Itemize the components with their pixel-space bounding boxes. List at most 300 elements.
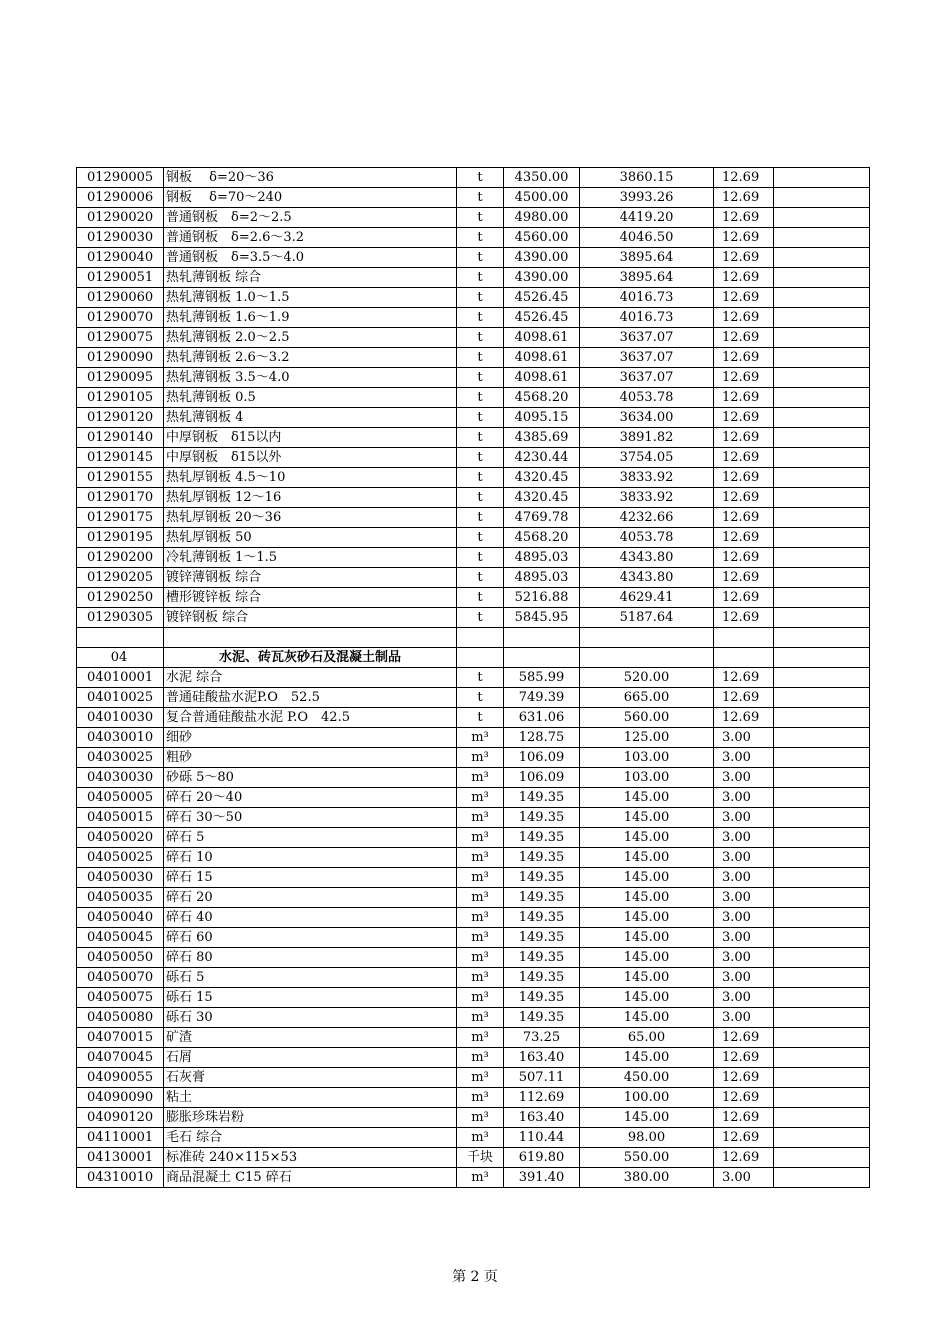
tax-exclusive-price-cell: 145.00 (580, 1048, 714, 1068)
tax-exclusive-price-cell: 3895.64 (580, 248, 714, 268)
note-cell (774, 448, 870, 468)
unit-cell: m³ (457, 768, 504, 788)
unit-cell: t (457, 448, 504, 468)
tax-inclusive-price-cell: 507.11 (504, 1068, 580, 1088)
unit-cell (457, 628, 504, 648)
material-name-cell: 毛石 综合 (164, 1128, 457, 1148)
material-name-cell: 热轧薄钢板 2.6～3.2 (164, 348, 457, 368)
section-header-row (77, 648, 870, 668)
tax-inclusive-price-cell: 4390.00 (504, 268, 580, 288)
tax-exclusive-price-cell: 3637.07 (580, 368, 714, 388)
tax-inclusive-price-cell: 4769.78 (504, 508, 580, 528)
material-name-cell: 热轧厚钢板 50 (164, 528, 457, 548)
tax-inclusive-price-cell: 149.35 (504, 868, 580, 888)
table-row (77, 348, 870, 368)
unit-cell: t (457, 708, 504, 728)
unit-cell: m³ (457, 1088, 504, 1108)
tax-inclusive-price-cell: 149.35 (504, 1008, 580, 1028)
material-code-cell: 04070015 (77, 1028, 164, 1048)
unit-cell: m³ (457, 808, 504, 828)
material-name-cell: 碎石 5 (164, 828, 457, 848)
material-name-cell: 中厚钢板 δ15以外 (164, 448, 457, 468)
unit-cell: t (457, 348, 504, 368)
material-code-cell: 01290030 (77, 228, 164, 248)
note-cell (774, 928, 870, 948)
table-row (77, 1148, 870, 1168)
tax-inclusive-price-cell: 112.69 (504, 1088, 580, 1108)
tax-inclusive-price-cell (504, 628, 580, 648)
tax-inclusive-price-cell: 4385.69 (504, 428, 580, 448)
tax-exclusive-price-cell: 550.00 (580, 1148, 714, 1168)
unit-cell: t (457, 248, 504, 268)
tax-exclusive-price-cell: 145.00 (580, 828, 714, 848)
note-cell (774, 628, 870, 648)
tax-inclusive-price-cell: 4320.45 (504, 488, 580, 508)
tax-exclusive-price-cell: 3634.00 (580, 408, 714, 428)
material-code-cell: 01290090 (77, 348, 164, 368)
tax-inclusive-price-cell: 4098.61 (504, 348, 580, 368)
material-code-cell: 04 (77, 648, 164, 668)
material-code-cell: 01290070 (77, 308, 164, 328)
tax-inclusive-price-cell: 585.99 (504, 668, 580, 688)
tax-exclusive-price-cell: 3833.92 (580, 488, 714, 508)
material-name-cell: 镀锌薄钢板 综合 (164, 568, 457, 588)
unit-cell: t (457, 548, 504, 568)
rate-cell: 12.69 (714, 168, 774, 188)
material-code-cell: 04050020 (77, 828, 164, 848)
tax-inclusive-price-cell: 149.35 (504, 908, 580, 928)
tax-inclusive-price-cell: 149.35 (504, 928, 580, 948)
material-name-cell: 碎石 40 (164, 908, 457, 928)
material-code-cell: 04050070 (77, 968, 164, 988)
note-cell (774, 508, 870, 528)
table-row (77, 268, 870, 288)
tax-inclusive-price-cell: 149.35 (504, 828, 580, 848)
material-name-cell: 矿渣 (164, 1028, 457, 1048)
tax-exclusive-price-cell: 4046.50 (580, 228, 714, 248)
tax-exclusive-price-cell: 98.00 (580, 1128, 714, 1148)
tax-exclusive-price-cell: 4016.73 (580, 308, 714, 328)
tax-inclusive-price-cell: 4526.45 (504, 288, 580, 308)
tax-exclusive-price-cell: 145.00 (580, 948, 714, 968)
note-cell (774, 728, 870, 748)
rate-cell: 12.69 (714, 348, 774, 368)
tax-inclusive-price-cell: 149.35 (504, 968, 580, 988)
note-cell (774, 548, 870, 568)
rate-cell: 12.69 (714, 228, 774, 248)
material-code-cell: 04050045 (77, 928, 164, 948)
unit-cell: m³ (457, 1008, 504, 1028)
table-row (77, 928, 870, 948)
tax-inclusive-price-cell (504, 648, 580, 668)
material-name-cell: 复合普通硅酸盐水泥 P.O 42.5 (164, 708, 457, 728)
table-row (77, 188, 870, 208)
rate-cell: 12.69 (714, 488, 774, 508)
tax-inclusive-price-cell: 4098.61 (504, 368, 580, 388)
material-code-cell: 01290145 (77, 448, 164, 468)
unit-cell (457, 648, 504, 668)
table-row (77, 668, 870, 688)
note-cell (774, 248, 870, 268)
unit-cell: m³ (457, 848, 504, 868)
table-row (77, 528, 870, 548)
rate-cell: 3.00 (714, 888, 774, 908)
tax-inclusive-price-cell: 73.25 (504, 1028, 580, 1048)
tax-inclusive-price-cell: 5216.88 (504, 588, 580, 608)
rate-cell: 12.69 (714, 208, 774, 228)
table-row (77, 688, 870, 708)
table-row (77, 1028, 870, 1048)
rate-cell: 12.69 (714, 428, 774, 448)
rate-cell: 3.00 (714, 808, 774, 828)
material-code-cell: 01290051 (77, 268, 164, 288)
tax-inclusive-price-cell: 4980.00 (504, 208, 580, 228)
unit-cell: t (457, 168, 504, 188)
material-name-cell: 普通钢板 δ=2.6～3.2 (164, 228, 457, 248)
table-row (77, 1008, 870, 1028)
material-code-cell: 04310010 (77, 1168, 164, 1188)
material-code-cell: 04050050 (77, 948, 164, 968)
rate-cell: 12.69 (714, 268, 774, 288)
tax-exclusive-price-cell: 145.00 (580, 1108, 714, 1128)
rate-cell: 3.00 (714, 848, 774, 868)
material-code-cell: 04090055 (77, 1068, 164, 1088)
note-cell (774, 568, 870, 588)
tax-exclusive-price-cell: 3833.92 (580, 468, 714, 488)
table-row (77, 748, 870, 768)
table-row (77, 728, 870, 748)
material-name-cell: 碎石 20～40 (164, 788, 457, 808)
material-name-cell: 水泥、砖瓦灰砂石及混凝土制品 (164, 648, 457, 668)
unit-cell: m³ (457, 888, 504, 908)
unit-cell: t (457, 588, 504, 608)
table-row (77, 808, 870, 828)
table-row (77, 848, 870, 868)
note-cell (774, 408, 870, 428)
table-row (77, 308, 870, 328)
note-cell (774, 308, 870, 328)
material-name-cell: 砾石 5 (164, 968, 457, 988)
note-cell (774, 368, 870, 388)
table-row (77, 588, 870, 608)
rate-cell: 12.69 (714, 288, 774, 308)
tax-inclusive-price-cell: 4560.00 (504, 228, 580, 248)
unit-cell: t (457, 608, 504, 628)
table-row (77, 228, 870, 248)
rate-cell (714, 628, 774, 648)
unit-cell: t (457, 188, 504, 208)
table-row (77, 768, 870, 788)
material-name-cell: 热轧厚钢板 12～16 (164, 488, 457, 508)
material-code-cell: 01290105 (77, 388, 164, 408)
rate-cell: 12.69 (714, 528, 774, 548)
material-name-cell: 热轧薄钢板 3.5～4.0 (164, 368, 457, 388)
tax-exclusive-price-cell (580, 648, 714, 668)
material-code-cell: 04050030 (77, 868, 164, 888)
tax-inclusive-price-cell: 149.35 (504, 808, 580, 828)
tax-exclusive-price-cell: 4232.66 (580, 508, 714, 528)
unit-cell: m³ (457, 908, 504, 928)
unit-cell: m³ (457, 1128, 504, 1148)
material-name-cell: 碎石 10 (164, 848, 457, 868)
material-name-cell: 钢板 δ=70～240 (164, 188, 457, 208)
material-name-cell: 普通钢板 δ=3.5～4.0 (164, 248, 457, 268)
material-name-cell: 膨胀珍珠岩粉 (164, 1108, 457, 1128)
tax-inclusive-price-cell: 149.35 (504, 988, 580, 1008)
tax-inclusive-price-cell: 128.75 (504, 728, 580, 748)
rate-cell: 3.00 (714, 728, 774, 748)
tax-exclusive-price-cell: 4343.80 (580, 548, 714, 568)
tax-inclusive-price-cell: 149.35 (504, 788, 580, 808)
tax-inclusive-price-cell: 749.39 (504, 688, 580, 708)
material-code-cell: 01290305 (77, 608, 164, 628)
tax-inclusive-price-cell: 149.35 (504, 948, 580, 968)
table-row (77, 888, 870, 908)
rate-cell: 3.00 (714, 748, 774, 768)
tax-exclusive-price-cell: 4419.20 (580, 208, 714, 228)
rate-cell: 12.69 (714, 328, 774, 348)
tax-inclusive-price-cell: 149.35 (504, 888, 580, 908)
rate-cell: 12.69 (714, 608, 774, 628)
material-name-cell: 热轧厚钢板 4.5～10 (164, 468, 457, 488)
unit-cell: m³ (457, 1168, 504, 1188)
rate-cell: 12.69 (714, 708, 774, 728)
note-cell (774, 528, 870, 548)
note-cell (774, 988, 870, 1008)
material-name-cell: 粘土 (164, 1088, 457, 1108)
note-cell (774, 1028, 870, 1048)
tax-exclusive-price-cell: 145.00 (580, 968, 714, 988)
note-cell (774, 288, 870, 308)
material-code-cell: 01290075 (77, 328, 164, 348)
tax-inclusive-price-cell: 4095.15 (504, 408, 580, 428)
tax-exclusive-price-cell: 4343.80 (580, 568, 714, 588)
material-code-cell: 04030010 (77, 728, 164, 748)
note-cell (774, 968, 870, 988)
table-row (77, 1168, 870, 1188)
rate-cell: 12.69 (714, 1068, 774, 1088)
tax-exclusive-price-cell: 665.00 (580, 688, 714, 708)
tax-inclusive-price-cell: 619.80 (504, 1148, 580, 1168)
tax-exclusive-price-cell: 380.00 (580, 1168, 714, 1188)
tax-exclusive-price-cell: 4053.78 (580, 388, 714, 408)
tax-exclusive-price-cell: 560.00 (580, 708, 714, 728)
material-name-cell: 热轧薄钢板 0.5 (164, 388, 457, 408)
table-row (77, 628, 870, 648)
rate-cell: 3.00 (714, 828, 774, 848)
table-row (77, 288, 870, 308)
table-row (77, 968, 870, 988)
tax-exclusive-price-cell: 145.00 (580, 808, 714, 828)
material-code-cell: 04050025 (77, 848, 164, 868)
unit-cell: m³ (457, 928, 504, 948)
note-cell (774, 1168, 870, 1188)
tax-inclusive-price-cell: 4098.61 (504, 328, 580, 348)
tax-exclusive-price-cell: 5187.64 (580, 608, 714, 628)
material-name-cell: 普通钢板 δ=2～2.5 (164, 208, 457, 228)
note-cell (774, 588, 870, 608)
tax-exclusive-price-cell: 3891.82 (580, 428, 714, 448)
tax-inclusive-price-cell: 4390.00 (504, 248, 580, 268)
tax-exclusive-price-cell: 100.00 (580, 1088, 714, 1108)
tax-exclusive-price-cell: 145.00 (580, 1008, 714, 1028)
material-code-cell: 01290006 (77, 188, 164, 208)
note-cell (774, 748, 870, 768)
note-cell (774, 688, 870, 708)
tax-exclusive-price-cell: 4016.73 (580, 288, 714, 308)
material-code-cell: 04130001 (77, 1148, 164, 1168)
tax-inclusive-price-cell: 106.09 (504, 768, 580, 788)
note-cell (774, 268, 870, 288)
tax-inclusive-price-cell: 4500.00 (504, 188, 580, 208)
material-name-cell: 石屑 (164, 1048, 457, 1068)
tax-exclusive-price-cell: 145.00 (580, 888, 714, 908)
material-code-cell: 01290095 (77, 368, 164, 388)
unit-cell: m³ (457, 1108, 504, 1128)
material-code-cell: 01290195 (77, 528, 164, 548)
material-code-cell: 01290140 (77, 428, 164, 448)
tax-inclusive-price-cell: 4568.20 (504, 528, 580, 548)
unit-cell: t (457, 368, 504, 388)
tax-inclusive-price-cell: 4320.45 (504, 468, 580, 488)
unit-cell: m³ (457, 868, 504, 888)
tax-exclusive-price-cell: 125.00 (580, 728, 714, 748)
tax-inclusive-price-cell: 631.06 (504, 708, 580, 728)
material-code-cell: 01290170 (77, 488, 164, 508)
material-name-cell: 冷轧薄钢板 1～1.5 (164, 548, 457, 568)
table-row (77, 988, 870, 1008)
tax-exclusive-price-cell: 145.00 (580, 908, 714, 928)
unit-cell: t (457, 668, 504, 688)
note-cell (774, 1088, 870, 1108)
note-cell (774, 648, 870, 668)
material-code-cell: 04010025 (77, 688, 164, 708)
tax-inclusive-price-cell: 4526.45 (504, 308, 580, 328)
unit-cell: m³ (457, 728, 504, 748)
table-row (77, 1088, 870, 1108)
tax-exclusive-price-cell: 450.00 (580, 1068, 714, 1088)
tax-exclusive-price-cell: 520.00 (580, 668, 714, 688)
material-code-cell: 01290005 (77, 168, 164, 188)
rate-cell: 3.00 (714, 768, 774, 788)
material-code-cell: 04050005 (77, 788, 164, 808)
tax-inclusive-price-cell: 149.35 (504, 848, 580, 868)
material-name-cell: 商品混凝土 C15 碎石 (164, 1168, 457, 1188)
rate-cell: 12.69 (714, 408, 774, 428)
tax-exclusive-price-cell: 145.00 (580, 988, 714, 1008)
rate-cell: 12.69 (714, 388, 774, 408)
material-code-cell: 04010030 (77, 708, 164, 728)
unit-cell: m³ (457, 748, 504, 768)
rate-cell: 12.69 (714, 548, 774, 568)
unit-cell: t (457, 208, 504, 228)
tax-inclusive-price-cell: 4568.20 (504, 388, 580, 408)
material-code-cell: 04050035 (77, 888, 164, 908)
note-cell (774, 328, 870, 348)
table-row (77, 488, 870, 508)
note-cell (774, 908, 870, 928)
tax-inclusive-price-cell: 4895.03 (504, 548, 580, 568)
material-code-cell: 04090090 (77, 1088, 164, 1108)
material-code-cell: 04050080 (77, 1008, 164, 1028)
unit-cell: t (457, 408, 504, 428)
material-code-cell: 04070045 (77, 1048, 164, 1068)
unit-cell: t (457, 468, 504, 488)
table-row (77, 568, 870, 588)
note-cell (774, 788, 870, 808)
unit-cell: t (457, 388, 504, 408)
unit-cell: t (457, 508, 504, 528)
note-cell (774, 668, 870, 688)
material-code-cell: 04050040 (77, 908, 164, 928)
rate-cell: 12.69 (714, 1048, 774, 1068)
table-row (77, 868, 870, 888)
table-row (77, 168, 870, 188)
table-row (77, 948, 870, 968)
table-row (77, 1048, 870, 1068)
page-number: 第 2 页 (452, 1269, 498, 1285)
unit-cell: m³ (457, 828, 504, 848)
material-code-cell: 04030025 (77, 748, 164, 768)
material-code-cell: 04110001 (77, 1128, 164, 1148)
material-code-cell: 04050015 (77, 808, 164, 828)
price-table (76, 167, 870, 1188)
material-code-cell: 04050075 (77, 988, 164, 1008)
material-name-cell: 碎石 15 (164, 868, 457, 888)
material-code-cell: 01290155 (77, 468, 164, 488)
tax-exclusive-price-cell: 3993.26 (580, 188, 714, 208)
tax-exclusive-price-cell (580, 628, 714, 648)
note-cell (774, 828, 870, 848)
unit-cell: t (457, 228, 504, 248)
table-row (77, 508, 870, 528)
unit-cell: m³ (457, 948, 504, 968)
material-code-cell: 01290020 (77, 208, 164, 228)
table-row (77, 368, 870, 388)
table-row (77, 908, 870, 928)
note-cell (774, 468, 870, 488)
table-row (77, 1108, 870, 1128)
note-cell (774, 608, 870, 628)
material-code-cell: 01290040 (77, 248, 164, 268)
material-name-cell: 槽形镀锌板 综合 (164, 588, 457, 608)
note-cell (774, 808, 870, 828)
tax-inclusive-price-cell: 391.40 (504, 1168, 580, 1188)
material-name-cell: 砂砾 5～80 (164, 768, 457, 788)
tax-inclusive-price-cell: 106.09 (504, 748, 580, 768)
note-cell (774, 1128, 870, 1148)
rate-cell: 3.00 (714, 788, 774, 808)
material-name-cell: 标准砖 240×115×53 (164, 1148, 457, 1168)
tax-exclusive-price-cell: 145.00 (580, 848, 714, 868)
unit-cell: t (457, 328, 504, 348)
rate-cell: 12.69 (714, 1028, 774, 1048)
note-cell (774, 1008, 870, 1028)
rate-cell: 3.00 (714, 908, 774, 928)
unit-cell: m³ (457, 788, 504, 808)
rate-cell: 12.69 (714, 668, 774, 688)
material-name-cell: 热轧薄钢板 1.0～1.5 (164, 288, 457, 308)
table-row (77, 828, 870, 848)
unit-cell: 千块 (457, 1148, 504, 1168)
material-name-cell: 细砂 (164, 728, 457, 748)
tax-inclusive-price-cell: 4350.00 (504, 168, 580, 188)
tax-exclusive-price-cell: 145.00 (580, 788, 714, 808)
material-code-cell: 04090120 (77, 1108, 164, 1128)
tax-exclusive-price-cell: 145.00 (580, 868, 714, 888)
table-row (77, 1128, 870, 1148)
rate-cell: 12.69 (714, 588, 774, 608)
